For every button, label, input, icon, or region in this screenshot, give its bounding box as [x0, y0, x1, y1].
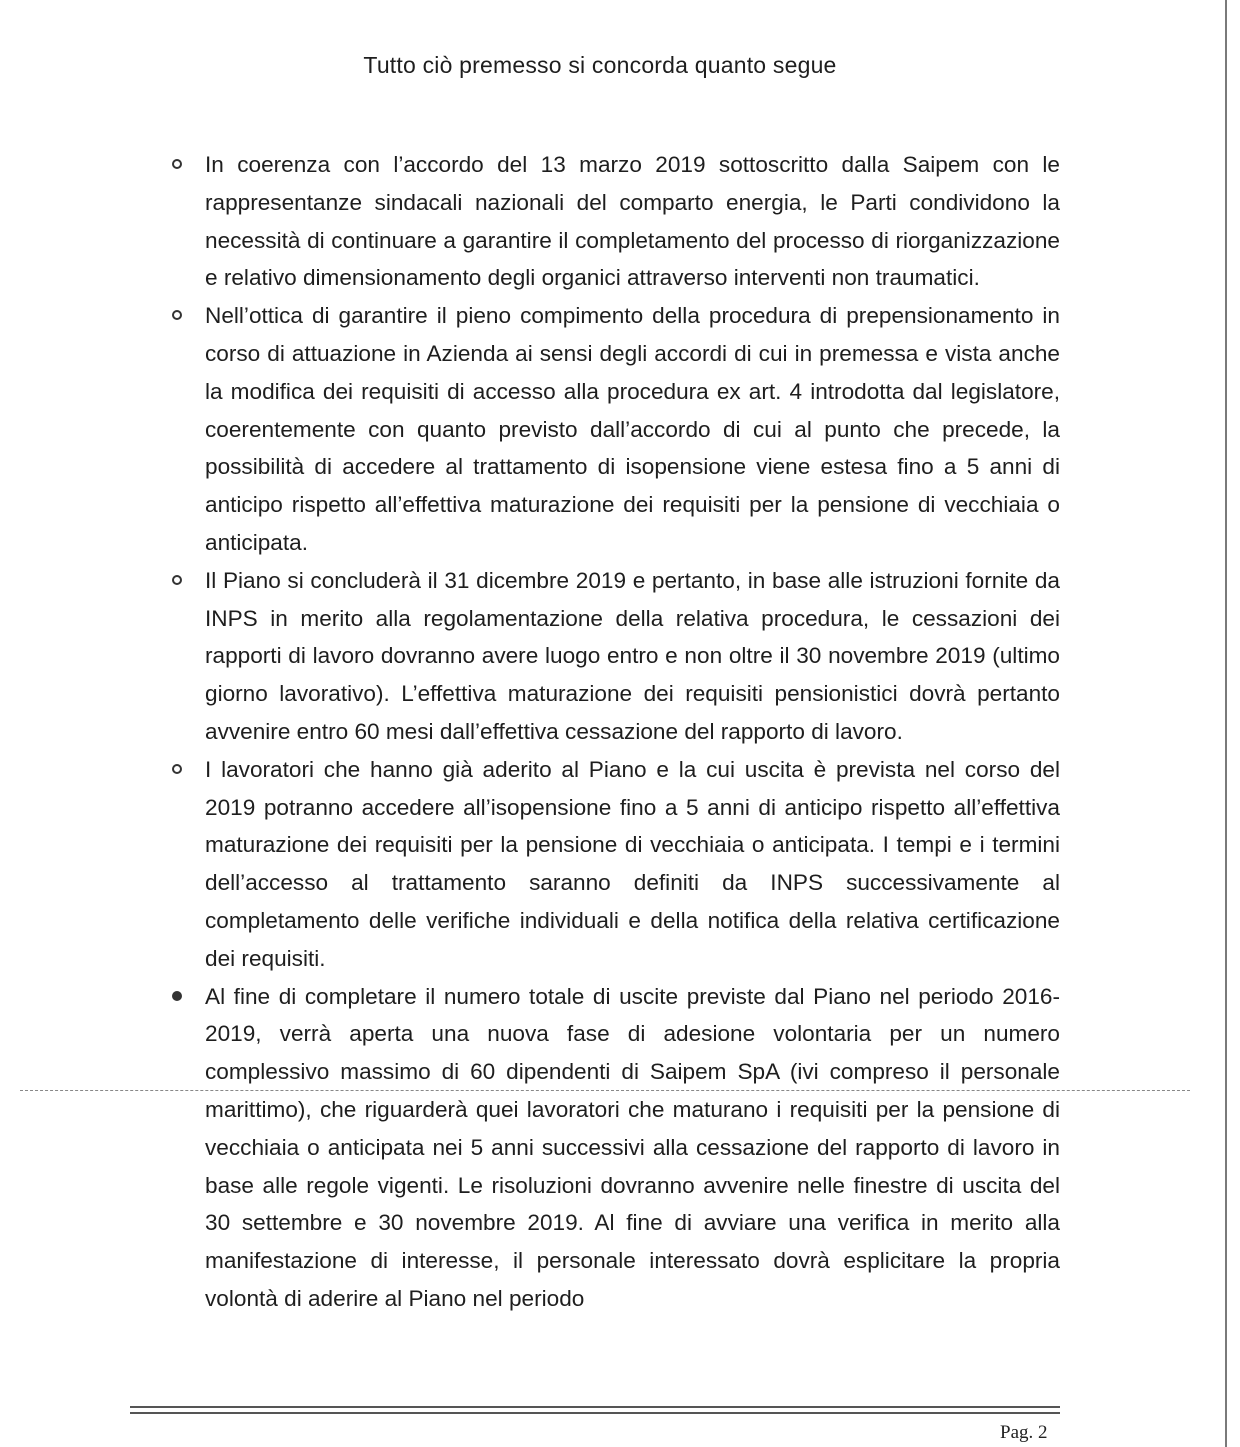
footer-rule — [130, 1406, 1060, 1414]
list-item — [168, 751, 1060, 978]
bullet-icon — [172, 991, 182, 1001]
bullet-icon — [172, 159, 182, 169]
bullet-icon — [172, 764, 182, 774]
bullet-text: In coerenza con l’accordo del 13 marzo 2019 sottoscritto dalla Saipem con le rappresentanze sindacali nazionali del comparto energia, le Parti condividono la necessità di continuare a garantire il completamento del processo di riorganizzazione e relativo dimensionamento degli organici attraverso interventi non traumatici. — [205, 152, 1060, 291]
list-item — [168, 562, 1060, 751]
bullet-text: Il Piano si concluderà il 31 dicembre 2019 e pertanto, in base alle istruzioni fornite da INPS in merito alla regolamentazione della relativa procedura, le cessazioni dei rapporti di lavoro dovranno avere luogo entro e non oltre il 30 novembre 2019 (ultimo giorno lavorativo). L’effettiva maturazione dei requisiti pensionistici dovrà pertanto avvenire entro 60 mesi dall’effettiva cessazione del rapporto di lavoro. — [205, 567, 1060, 744]
document-heading: Tutto ciò premesso si concorda quanto segue — [363, 52, 837, 78]
bullet-text: Al fine di completare il numero totale di uscite previste dal Piano nel periodo 2016-2019, verrà aperta una nuova fase di adesione volontaria per un numero complessivo massimo di 60 dipendenti di Saipem SpA (ivi compreso il personale marittimo), che riguarderà quei lavoratori che maturano i requisiti per la pensione di vecchiaia o anticipata nei 5 anni successivi alla cessazione del rapporto di lavoro in base alle regole vigenti. Le risoluzioni dovranno avvenire nelle finestre di uscita del 30 settembre e 30 novembre 2019. Al fine di avviare una verifica in merito alla manifestazione di interesse, il personale interessato dovrà esplicitare la propria volontà di aderire al Piano nel periodo — [205, 983, 1060, 1311]
page-number: Pag. 2 — [1000, 1422, 1048, 1443]
bullet-list — [168, 146, 1060, 1318]
bullet-text: I lavoratori che hanno già aderito al Piano e la cui uscita è prevista nel corso del 2019 potranno accedere all’isopensione fino a 5 anni di anticipo rispetto all’effettiva maturazione dei requisiti per la pensione di vecchiaia o anticipata. I tempi e i termini dell’accesso al trattamento saranno definiti da INPS successivamente al completamento delle verifiche individuali e della notifica della relativa certificazione dei requisiti. — [205, 756, 1060, 971]
bullet-icon — [172, 310, 182, 320]
list-item — [168, 297, 1060, 562]
right-margin-rule — [1225, 0, 1227, 1447]
list-item — [168, 146, 1060, 297]
bullet-icon — [172, 575, 182, 585]
list-item — [168, 978, 1060, 1318]
scan-fold-line — [20, 1090, 1190, 1091]
bullet-text: Nell’ottica di garantire il pieno compimento della procedura di prepensionamento in corso di attuazione in Azienda ai sensi degli accordi di cui in premessa e vista anche la modifica dei requisiti di accesso alla procedura ex art. 4 introdotta dal legislatore, coerentemente con quanto previsto dall’accordo di cui al punto che precede, la possibilità di accedere al trattamento di isopensione viene estesa fino a 5 anni di anticipo rispetto all’effettiva maturazione dei requisiti per la pensione di vecchiaia o anticipata. — [205, 303, 1060, 555]
